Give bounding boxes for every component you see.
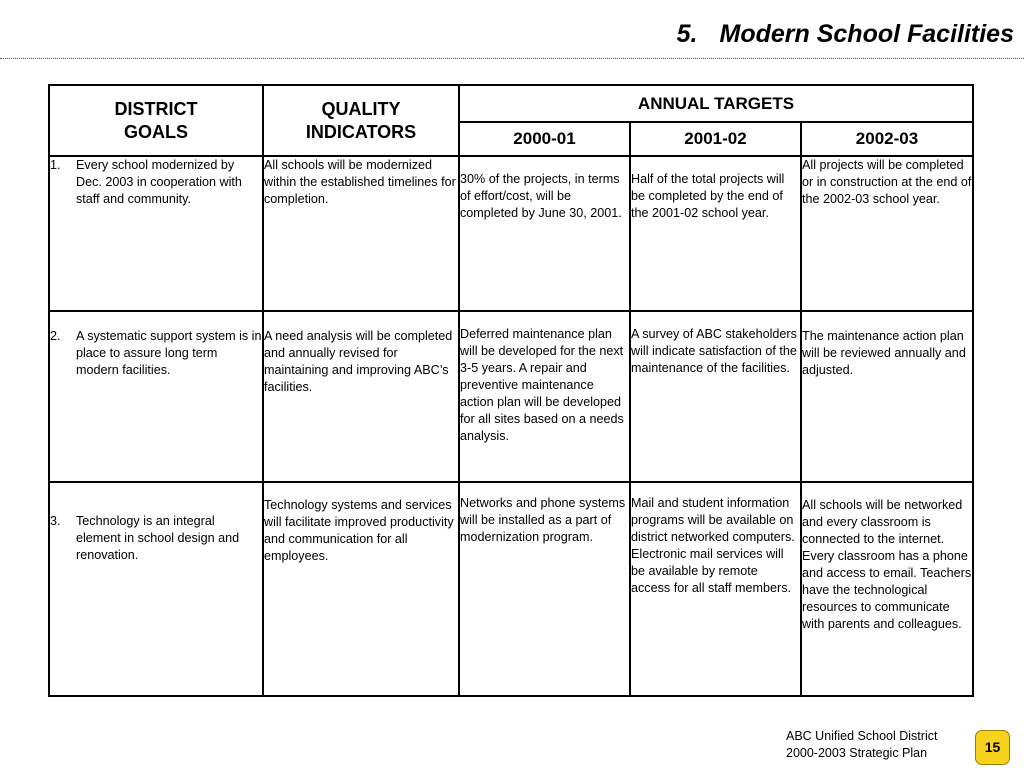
target-cell-2000-01: Networks and phone systems will be installed as a part of modernization program.	[459, 482, 630, 696]
quality-indicators-header: QUALITY INDICATORS	[263, 85, 459, 156]
goal-cell	[49, 156, 263, 311]
goal-cell	[49, 311, 263, 482]
year-header-2000-01: 2000-01	[459, 122, 630, 156]
goal-cell	[49, 482, 263, 696]
header-row-1	[49, 85, 973, 122]
goal-number: 2.	[50, 329, 61, 343]
section-title: Modern School Facilities	[719, 20, 1014, 48]
target-cell-2001-02: Half of the total projects will be completed by the end of the 2001-02 school year.	[630, 156, 801, 311]
footer-text	[786, 728, 937, 762]
goal-text: Every school modernized by Dec. 2003 in cooperation with staff and community.	[76, 158, 242, 206]
strategic-plan-table	[48, 84, 974, 697]
table-row	[49, 311, 973, 482]
goal-number: 1.	[50, 158, 61, 172]
target-cell-2001-02: Mail and student information programs will be available on district networked computers. Electronic mail services will be available by remote access for all staff members.	[630, 482, 801, 696]
goal-number: 3.	[50, 514, 61, 528]
footer-district: ABC Unified School District	[786, 729, 938, 743]
section-number: 5.	[676, 20, 698, 48]
indicator-cell: A need analysis will be completed and annually revised for maintaining and improving ABC’s facilities.	[263, 311, 459, 482]
annual-targets-header: ANNUAL TARGETS	[459, 85, 973, 122]
page-number-badge: 15	[975, 730, 1010, 765]
year-header-2001-02: 2001-02	[630, 122, 801, 156]
goal-text: Technology is an integral element in school design and renovation.	[76, 514, 240, 562]
footer-plan: 2000-2003 Strategic Plan	[786, 746, 928, 760]
table-row	[49, 482, 973, 696]
target-cell-2002-03: The maintenance action plan will be reviewed annually and adjusted.	[801, 311, 973, 482]
target-cell-2002-03: All schools will be networked and every classroom is connected to the internet. Every classroom has a phone and access to email. Teachers have the technological resources to communicate with parents and colleagues.	[801, 482, 973, 696]
year-header-2002-03: 2002-03	[801, 122, 973, 156]
goal-text: A systematic support system is in place to assure long term modern facilities.	[76, 329, 262, 377]
target-cell-2001-02: A survey of ABC stakeholders will indicate satisfaction of the maintenance of the facilities.	[630, 311, 801, 482]
indicator-cell: All schools will be modernized within the established timelines for completion.	[263, 156, 459, 311]
table-row	[49, 156, 973, 311]
title-divider	[0, 58, 1024, 59]
page-title	[677, 20, 1014, 49]
target-cell-2002-03: All projects will be completed or in construction at the end of the 2002-03 school year.	[801, 156, 973, 311]
target-cell-2000-01: 30% of the projects, in terms of effort/cost, will be completed by June 30, 2001.	[459, 156, 630, 311]
district-goals-header: DISTRICT GOALS	[49, 85, 263, 156]
indicator-cell: Technology systems and services will facilitate improved productivity and communication for all employees.	[263, 482, 459, 696]
target-cell-2000-01: Deferred maintenance plan will be developed for the next 3-5 years. A repair and preventive maintenance action plan will be developed for all sites based on a needs analysis.	[459, 311, 630, 482]
